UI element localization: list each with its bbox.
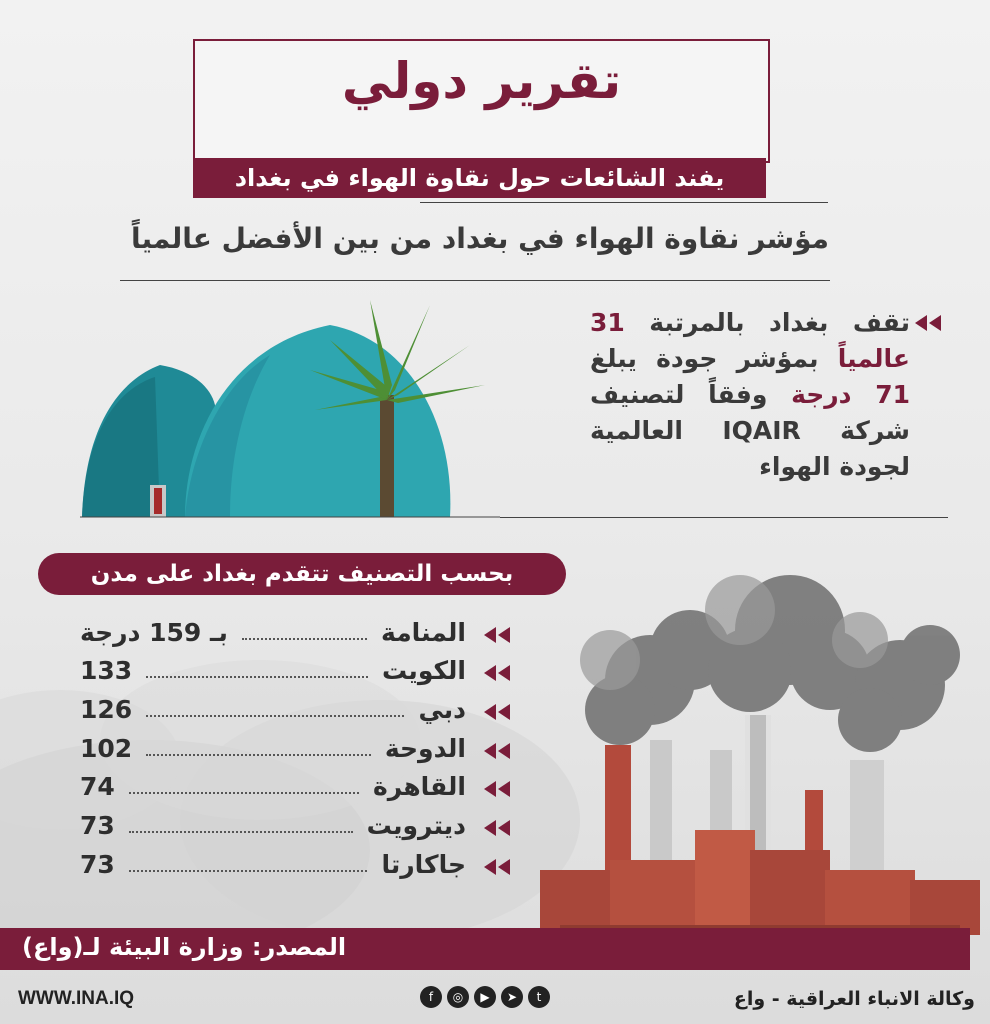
ranking-value: 73 [80,850,115,879]
ranking-value: بـ 159 درجة [80,618,228,647]
divider-headline [120,280,830,281]
leader-dots [146,676,368,678]
page-title: تقرير دولي [341,52,622,110]
double-arrow-icon [484,704,510,720]
para-rank: 31 [590,308,625,337]
ranking-row [80,697,510,727]
double-arrow-icon [484,781,510,797]
ranking-city: جاكارتا [381,850,466,879]
para-rank-word: عالمياً [837,344,910,373]
social-icons [420,986,555,1012]
youtube-icon[interactable]: ▶ [474,986,496,1008]
leader-dots [146,715,404,717]
factory-smoke-illustration [500,570,990,970]
divider-middle [500,517,948,518]
ranking-row [80,774,510,804]
para-text-1: تقف بغداد بالمرتبة [624,308,910,337]
ranking-row [80,620,510,650]
leader-dots [129,831,353,833]
ranking-city: القاهرة [373,772,466,801]
website-link[interactable]: WWW.INA.IQ [18,988,135,1009]
subtitle-banner: يفند الشائعات حول نقاوة الهواء في بغداد [193,158,766,198]
para-score: 71 درجة [791,380,911,409]
report-paragraph [590,305,910,490]
ranking-value: 74 [80,772,115,801]
double-arrow-icon [484,859,510,875]
leader-dots [129,870,367,872]
agency-name: وكالة الانباء العراقية - واع [733,988,975,1010]
martyr-monument-palm-illustration [80,285,500,520]
telegram-icon[interactable]: ➤ [501,986,523,1008]
ranking-city: الدوحة [384,734,466,763]
ranking-title-pill: بحسب التصنيف تتقدم بغداد على مدن [38,553,566,595]
ranking-city: المنامة [381,618,466,647]
ranking-value: 126 [80,695,133,724]
leader-dots [146,754,371,756]
divider-top [420,202,828,203]
instagram-icon[interactable]: ◎ [447,986,469,1008]
ranking-value: 73 [80,811,115,840]
ranking-value: 133 [80,656,133,685]
ranking-city: ديترويت [366,811,466,840]
para-text-2: بمؤشر جودة يبلغ [590,344,838,373]
double-arrow-icon [484,665,510,681]
double-arrow-icon [484,820,510,836]
ranking-city: دبي [418,695,466,724]
double-arrow-icon [484,627,510,643]
ranking-city: الكويت [381,656,466,685]
twitter-icon[interactable]: t [528,986,550,1008]
ranking-row [80,736,510,766]
double-arrow-icon [915,315,941,331]
ranking-value: 102 [80,734,133,763]
leader-dots [242,638,367,640]
headline: مؤشر نقاوة الهواء في بغداد من بين الأفضل عالمياً [130,222,830,255]
leader-dots [129,792,359,794]
facebook-icon[interactable]: f [420,986,442,1008]
ranking-row [80,658,510,688]
double-arrow-icon [484,743,510,759]
ranking-row [80,813,510,843]
ranking-row [80,852,510,882]
source-text: المصدر: وزارة البيئة لـ(واع) [22,933,347,961]
para-text-3: وفقاً لتصنيف شركة IQAIR العالمية لجودة الهواء [590,380,910,481]
